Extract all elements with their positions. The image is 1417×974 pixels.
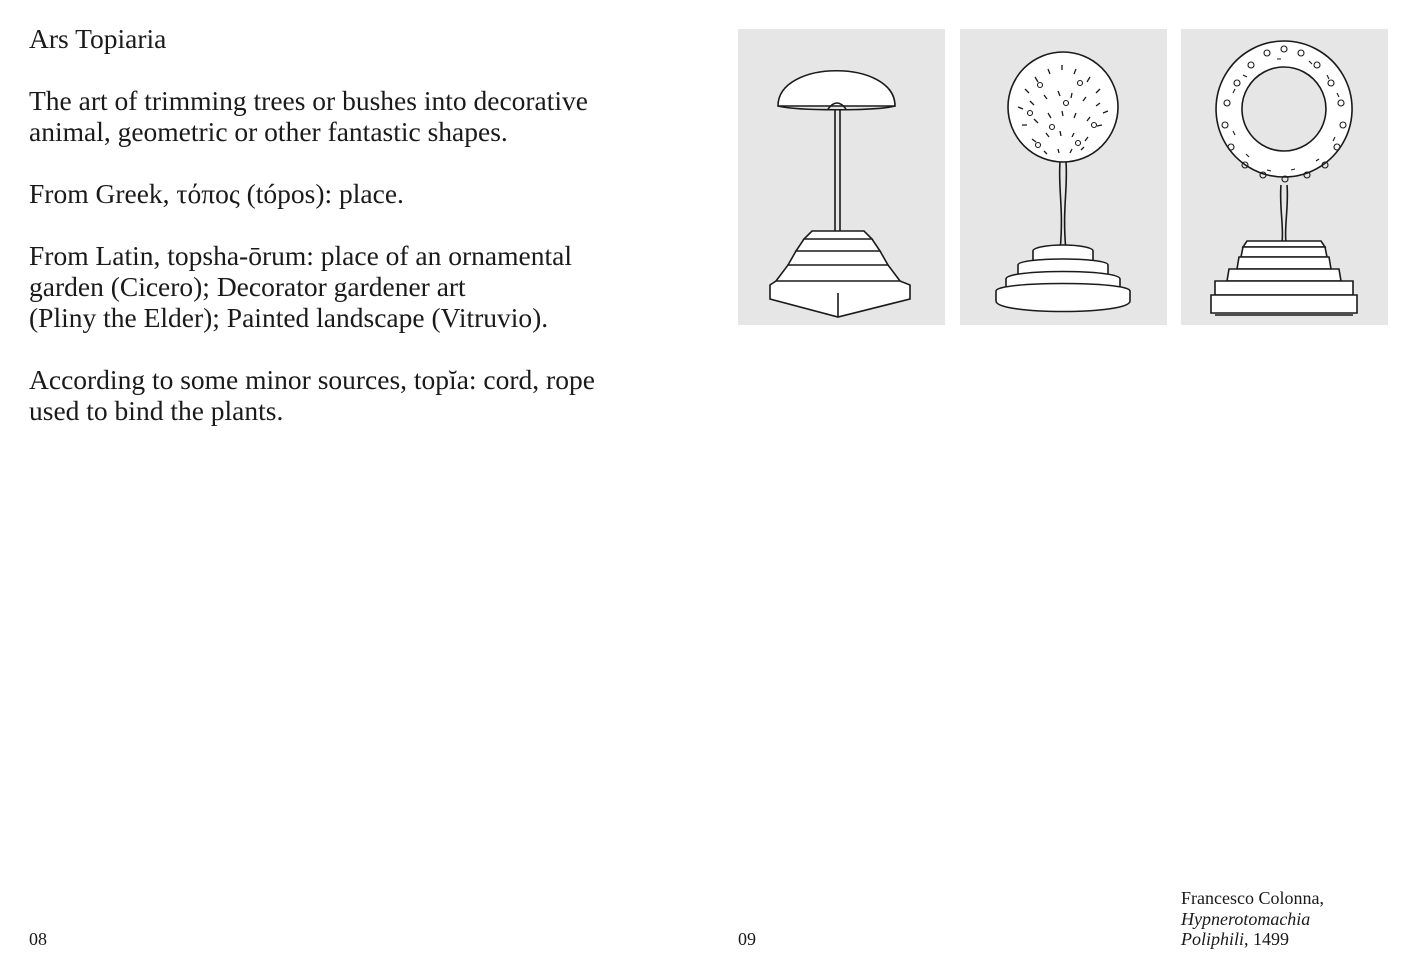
illustration-dome-topiary: [738, 29, 945, 325]
caption-work-line1: Hypnerotomachia: [1181, 908, 1311, 929]
illustration-ring-topiary: [1181, 29, 1388, 325]
minor-sources-paragraph: According to some minor sources, topĭa: cord, rope used to bind the plants.: [29, 364, 595, 426]
main-text: [29, 23, 719, 457]
page-title: Ars Topiaria: [29, 23, 167, 54]
page-number-right: 09: [738, 929, 756, 949]
image-caption: [1181, 888, 1401, 950]
page-number-left: 08: [29, 929, 47, 949]
latin-etymology-paragraph: From Latin, topsha-ōrum: place of an ornamental garden (Cicero); Decorator gardener art (Pliny the Elder); Painted landscape (Vitruvio).: [29, 240, 572, 333]
sphere-topiary-icon: [960, 29, 1167, 325]
caption-author: Francesco Colonna,: [1181, 888, 1324, 908]
illustration-sphere-topiary: [960, 29, 1167, 325]
caption-work-line2: Poliphili: [1181, 929, 1244, 949]
dome-topiary-icon: [738, 29, 945, 325]
definition-paragraph: The art of trimming trees or bushes into decorative animal, geometric or other fantastic shapes.: [29, 85, 588, 147]
greek-etymology-paragraph: From Greek, τόπος (tópos): place.: [29, 178, 404, 209]
caption-year: , 1499: [1244, 929, 1289, 949]
ring-topiary-icon: [1181, 29, 1388, 325]
